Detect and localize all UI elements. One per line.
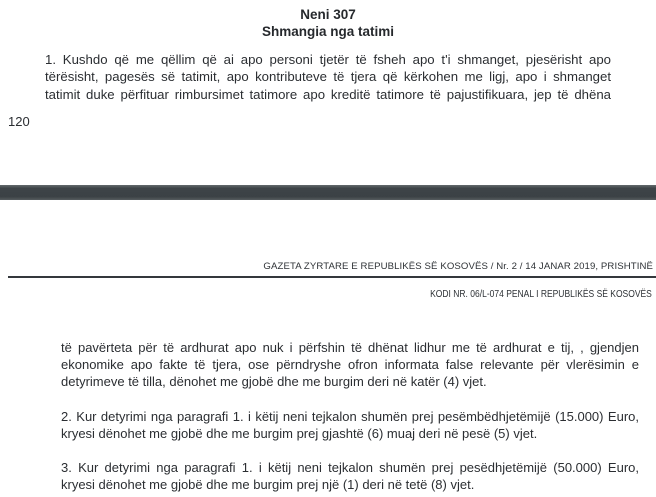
body-paragraph: 3. Kur detyrimi nga paragrafi 1. i këtij neni tejkalon shumën prej pesëdhjetëmijë (50.000) Euro, kryesi dënohet me gjobë dhe me burgim prej një (1) deri në tetë (8) vjet. (61, 460, 639, 493)
code-title: KODI NR. 06/L-074 PENAL I REPUBLIKËS SË KOSOVËS (430, 289, 652, 300)
article-heading (45, 6, 611, 40)
page-number: 120 (8, 114, 30, 129)
body-paragraph: të pavërteta për të ardhurat apo nuk i përfshin të dhënat lidhur me të ardhurat e tij, , gjendjen ekonomike apo fakte të tjera, ose përndryshe ofron informata false relevante për vlerësimin e detyrimeve të tilla, dënohet me gjobë dhe me burgim deri në katër (4) vjet. (61, 340, 639, 390)
page-separator-bar (0, 185, 656, 200)
article-body (61, 339, 639, 493)
article-title: Shmangia nga tatimi (261, 24, 395, 39)
gazette-header: GAZETA ZYRTARE E REPUBLIKËS SË KOSOVËS / Nr. 2 / 14 JANAR 2019, PRISHTINË (263, 261, 653, 272)
article-paragraph-1: 1. Kushdo që me qëllim që ai apo personi tjetër të fsheh apo t'i shmanget, pjesërisht apo tërësisht, pagesës së tatimit, apo kontributeve të tjera që kërkohen me ligj, apo i shmanget tatimit duke përfituar rimbursimet tatimore apo kreditë tatimore të pajustifikuara, jep të dhëna (45, 52, 611, 102)
body-paragraph: 2. Kur detyrimi nga paragrafi 1. i këtij neni tejkalon shumën prej pesëmbëdhjetëmijë (15.000) Euro, kryesi dënohet me gjobë dhe me burgim prej gjashtë (6) muaj deri në pesë (5) vjet. (61, 408, 639, 441)
header-rule (8, 276, 656, 278)
article-number: Neni 307 (300, 7, 356, 22)
